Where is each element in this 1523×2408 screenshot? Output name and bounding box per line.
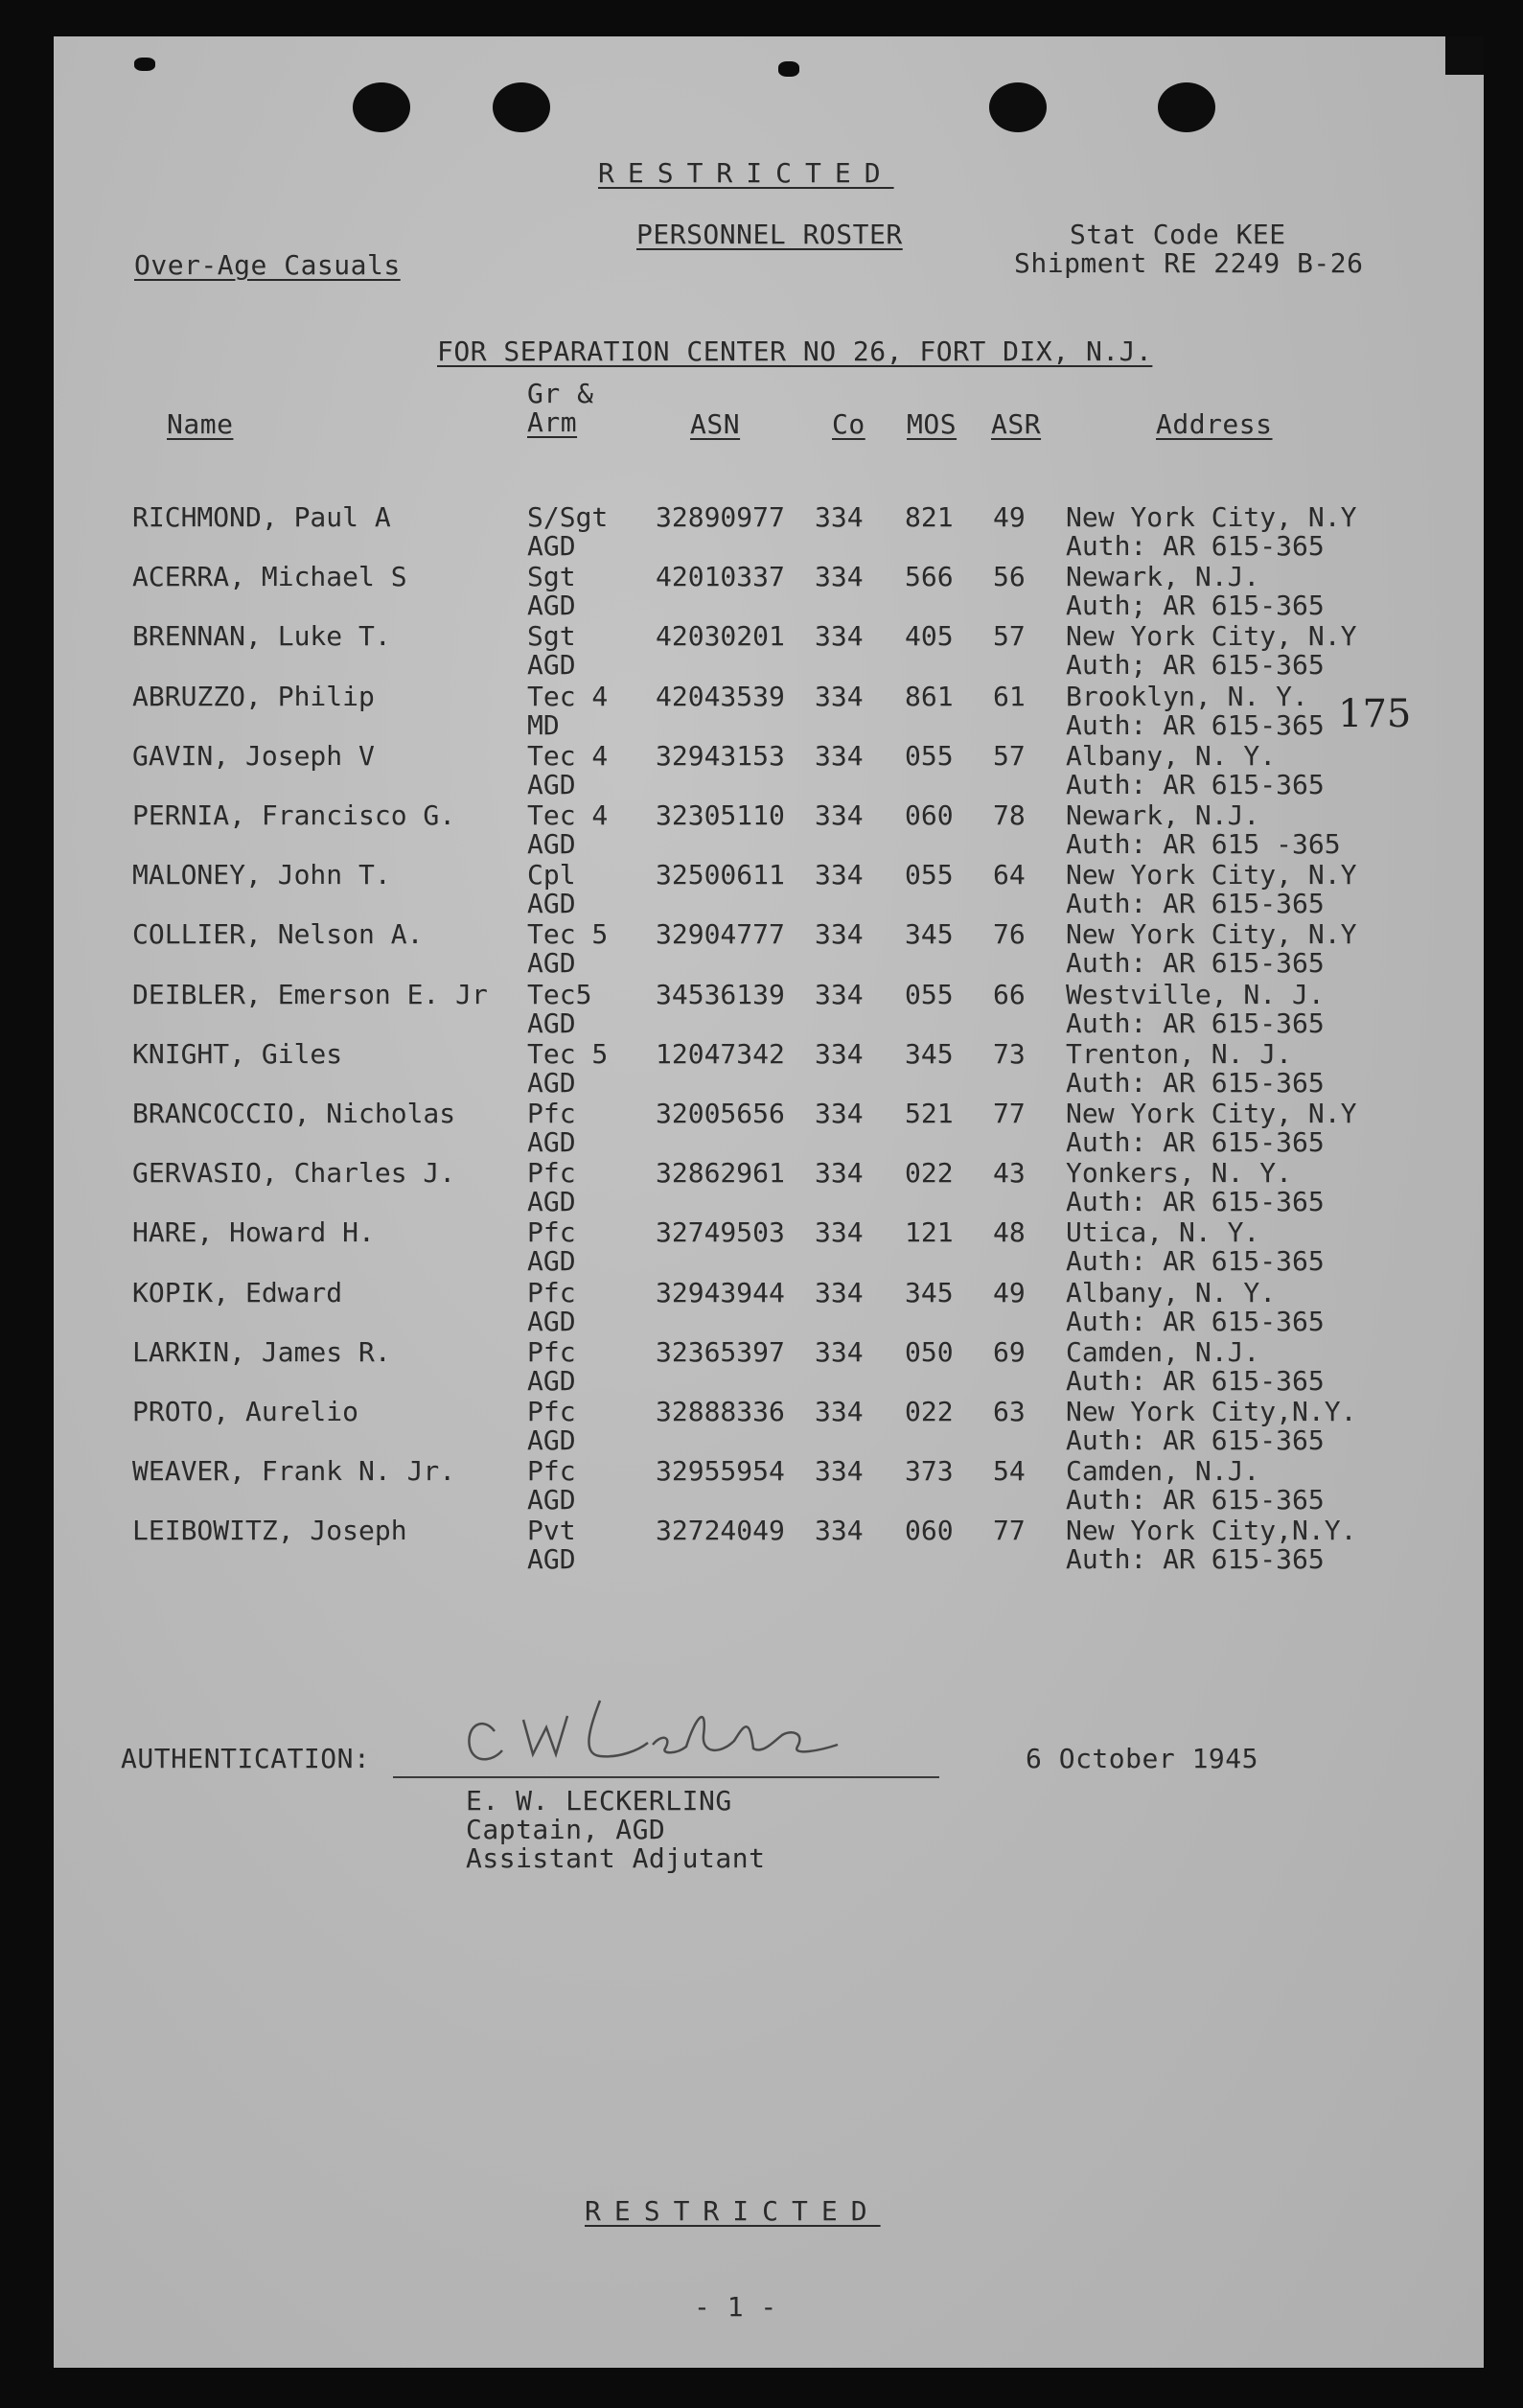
table-row — [54, 919, 1484, 979]
cell-asn: 32305110 — [656, 799, 785, 831]
cell-asn: 32943944 — [656, 1276, 785, 1308]
handwritten-signature — [456, 1687, 897, 1779]
cell-arm: AGD — [527, 888, 576, 920]
column-header-asr: ASR — [991, 408, 1042, 440]
cell-asn: 42010337 — [656, 561, 785, 593]
cell-asr: 57 — [993, 620, 1026, 653]
cell-auth: Auth: AR 615-365 — [1066, 1066, 1325, 1099]
punch-hole — [353, 82, 410, 132]
cell-grade: Pfc — [527, 1455, 576, 1488]
cell-asr: 56 — [993, 561, 1026, 593]
cell-co: 334 — [815, 739, 864, 772]
cell-address: New York City, N.Y — [1066, 1098, 1357, 1129]
stat-code: Stat Code KEE — [1070, 219, 1286, 250]
cell-asn: 32500611 — [656, 859, 785, 891]
cell-asn: 32749503 — [656, 1216, 785, 1249]
cell-mos: 060 — [905, 799, 954, 831]
cell-grade: Pfc — [527, 1396, 576, 1427]
classification-top: RESTRICTED — [598, 157, 894, 189]
cell-address: Albany, N. Y. — [1066, 739, 1277, 772]
cell-asn: 32890977 — [656, 501, 785, 533]
cell-auth: Auth: AR 615-365 — [1066, 1126, 1325, 1158]
cell-grade: Tec 4 — [527, 799, 609, 831]
cell-auth: Auth; AR 615-365 — [1066, 649, 1325, 682]
cell-asn: 32888336 — [656, 1396, 785, 1427]
cell-name: RICHMOND, Paul A — [132, 501, 391, 533]
cell-address: New York City, N.Y — [1066, 859, 1357, 891]
cell-asr: 66 — [993, 978, 1026, 1010]
punch-hole — [989, 82, 1047, 132]
cell-asn: 12047342 — [656, 1037, 785, 1070]
cell-address: Westville, N. J. — [1066, 978, 1325, 1010]
cell-arm: AGD — [527, 1007, 576, 1039]
cell-asn: 32955954 — [656, 1455, 785, 1488]
cell-asn: 42030201 — [656, 620, 785, 653]
cell-auth: Auth: AR 615-365 — [1066, 530, 1325, 562]
cell-co: 334 — [815, 1396, 864, 1427]
cell-co: 334 — [815, 501, 864, 533]
cell-mos: 050 — [905, 1335, 954, 1368]
cell-asr: 77 — [993, 1515, 1026, 1547]
cell-arm: AGD — [527, 1066, 576, 1099]
cell-arm: AGD — [527, 590, 576, 622]
table-row — [54, 682, 1484, 741]
cell-arm: AGD — [527, 1364, 576, 1397]
cell-grade: Pfc — [527, 1157, 576, 1190]
cell-asr: 78 — [993, 799, 1026, 831]
cell-grade: Sgt — [527, 620, 576, 653]
cell-co: 334 — [815, 1335, 864, 1368]
cell-co: 334 — [815, 1216, 864, 1249]
cell-name: HARE, Howard H. — [132, 1216, 375, 1249]
cell-name: LARKIN, James R. — [132, 1335, 391, 1368]
cell-arm: AGD — [527, 1186, 576, 1218]
cell-mos: 055 — [905, 859, 954, 891]
authentication-date: 6 October 1945 — [1026, 1743, 1259, 1774]
cell-arm: AGD — [527, 1424, 576, 1456]
paper-damage — [134, 58, 155, 71]
cell-co: 334 — [815, 1455, 864, 1488]
cell-co: 334 — [815, 918, 864, 951]
cell-mos: 861 — [905, 680, 954, 712]
cell-auth: Auth: AR 615-365 — [1066, 1364, 1325, 1397]
column-header-name: Name — [167, 408, 234, 440]
cell-asn: 34536139 — [656, 978, 785, 1010]
cell-address: Yonkers, N. Y. — [1066, 1157, 1293, 1190]
cell-grade: Tec5 — [527, 978, 592, 1010]
cell-auth: Auth: AR 615-365 — [1066, 1245, 1325, 1278]
cell-asn: 32724049 — [656, 1515, 785, 1547]
cell-asr: 61 — [993, 680, 1026, 712]
table-row — [54, 1337, 1484, 1397]
column-header-grade: Gr & — [527, 378, 594, 409]
cell-asr: 49 — [993, 1276, 1026, 1308]
cell-asr: 64 — [993, 859, 1026, 891]
column-header-address: Address — [1156, 408, 1273, 440]
cell-asr: 54 — [993, 1455, 1026, 1488]
cell-auth: Auth: AR 615-365 — [1066, 1186, 1325, 1218]
table-row — [54, 1217, 1484, 1277]
table-row — [54, 1099, 1484, 1158]
cell-auth: Auth: AR 615-365 — [1066, 1543, 1325, 1576]
punch-hole — [493, 82, 550, 132]
signer-name: E. W. LECKERLING — [466, 1785, 732, 1817]
cell-name: COLLIER, Nelson A. — [132, 918, 424, 951]
shipment-number: Shipment RE 2249 B-26 — [1014, 247, 1364, 279]
cell-address: Camden, N.J. — [1066, 1335, 1260, 1368]
cell-name: KOPIK, Edward — [132, 1276, 343, 1308]
cell-grade: Tec 5 — [527, 918, 609, 951]
cell-asn: 32862961 — [656, 1157, 785, 1190]
cell-co: 334 — [815, 799, 864, 831]
cell-address: Trenton, N. J. — [1066, 1037, 1293, 1070]
cell-mos: 521 — [905, 1098, 954, 1129]
cell-asr: 48 — [993, 1216, 1026, 1249]
cell-name: PROTO, Aurelio — [132, 1396, 359, 1427]
signer-title: Assistant Adjutant — [466, 1842, 766, 1874]
classification-bottom: RESTRICTED — [585, 2195, 881, 2227]
cell-address: Newark, N.J. — [1066, 561, 1260, 593]
cell-co: 334 — [815, 561, 864, 593]
cell-mos: 373 — [905, 1455, 954, 1488]
cell-asr: 63 — [993, 1396, 1026, 1427]
column-header-arm: Arm — [527, 406, 578, 438]
cell-grade: S/Sgt — [527, 501, 609, 533]
cell-grade: Cpl — [527, 859, 576, 891]
table-row — [54, 502, 1484, 562]
cell-asr: 57 — [993, 739, 1026, 772]
table-row — [54, 1516, 1484, 1575]
cell-mos: 055 — [905, 978, 954, 1010]
cell-asn: 32005656 — [656, 1098, 785, 1129]
cell-asn: 42043539 — [656, 680, 785, 712]
cell-name: DEIBLER, Emerson E. Jr — [132, 978, 488, 1010]
cell-grade: Tec 4 — [527, 680, 609, 712]
cell-address: New York City, N.Y — [1066, 620, 1357, 653]
cell-arm: AGD — [527, 530, 576, 562]
cell-address: Newark, N.J. — [1066, 799, 1260, 831]
cell-arm: AGD — [527, 947, 576, 980]
cell-name: PERNIA, Francisco G. — [132, 799, 456, 831]
punch-hole — [1158, 82, 1215, 132]
cell-auth: Auth: AR 615-365 — [1066, 768, 1325, 800]
table-row — [54, 980, 1484, 1039]
cell-name: ABRUZZO, Philip — [132, 680, 375, 712]
cell-asn: 32904777 — [656, 918, 785, 951]
table-row — [54, 1158, 1484, 1217]
cell-co: 334 — [815, 1515, 864, 1547]
roster-title: PERSONNEL ROSTER — [636, 219, 903, 250]
cell-grade: Pvt — [527, 1515, 576, 1547]
cell-grade: Pfc — [527, 1216, 576, 1249]
cell-arm: AGD — [527, 1484, 576, 1517]
cell-name: GAVIN, Joseph V — [132, 739, 375, 772]
cell-auth: Auth: AR 615 -365 — [1066, 828, 1341, 860]
cell-mos: 055 — [905, 739, 954, 772]
cell-asr: 77 — [993, 1098, 1026, 1129]
cell-name: WEAVER, Frank N. Jr. — [132, 1455, 456, 1488]
cell-arm: MD — [527, 708, 560, 741]
cell-co: 334 — [815, 1098, 864, 1129]
cell-co: 334 — [815, 620, 864, 653]
cell-mos: 345 — [905, 1276, 954, 1308]
cell-arm: AGD — [527, 1245, 576, 1278]
cell-asr: 73 — [993, 1037, 1026, 1070]
column-header-asn: ASN — [690, 408, 741, 440]
cell-grade: Pfc — [527, 1098, 576, 1129]
cell-name: BRANCOCCIO, Nicholas — [132, 1098, 456, 1129]
cell-asr: 49 — [993, 501, 1026, 533]
cell-address: Utica, N. Y. — [1066, 1216, 1260, 1249]
cell-co: 334 — [815, 1157, 864, 1190]
cell-co: 334 — [815, 1276, 864, 1308]
cell-co: 334 — [815, 859, 864, 891]
cell-mos: 060 — [905, 1515, 954, 1547]
cell-arm: AGD — [527, 768, 576, 800]
cell-name: KNIGHT, Giles — [132, 1037, 343, 1070]
stamped-page-number: 175 — [1338, 692, 1412, 736]
cell-name: ACERRA, Michael S — [132, 561, 407, 593]
cell-co: 334 — [815, 680, 864, 712]
cell-address: New York City,N.Y. — [1066, 1515, 1357, 1547]
cell-grade: Pfc — [527, 1335, 576, 1368]
cell-co: 334 — [815, 1037, 864, 1070]
cell-mos: 345 — [905, 918, 954, 951]
cell-mos: 022 — [905, 1396, 954, 1427]
cell-mos: 405 — [905, 620, 954, 653]
table-row — [54, 1039, 1484, 1099]
cell-co: 334 — [815, 978, 864, 1010]
cell-address: Camden, N.J. — [1066, 1455, 1260, 1488]
cell-asn: 32365397 — [656, 1335, 785, 1368]
cell-auth: Auth: AR 615-365 — [1066, 947, 1325, 980]
cell-grade: Pfc — [527, 1276, 576, 1308]
table-row — [54, 860, 1484, 919]
cell-address: New York City, N.Y — [1066, 918, 1357, 951]
column-header-co: Co — [832, 408, 865, 440]
cell-auth: Auth: AR 615-365 — [1066, 1305, 1325, 1337]
column-header-mos: MOS — [907, 408, 958, 440]
destination-line: FOR SEPARATION CENTER NO 26, FORT DIX, N.J. — [437, 336, 1153, 367]
cell-auth: Auth: AR 615-365 — [1066, 1424, 1325, 1456]
cell-name: LEIBOWITZ, Joseph — [132, 1515, 407, 1547]
cell-grade: Tec 4 — [527, 739, 609, 772]
paper-damage — [778, 61, 799, 77]
group-label: Over-Age Casuals — [134, 249, 401, 281]
cell-auth: Auth: AR 615-365 — [1066, 888, 1325, 920]
cell-arm: AGD — [527, 649, 576, 682]
cell-address: New York City, N.Y — [1066, 501, 1357, 533]
page-number: - 1 - — [694, 2291, 777, 2323]
paper-damage — [1445, 36, 1484, 75]
cell-auth: Auth: AR 615-365 — [1066, 708, 1325, 741]
cell-asr: 69 — [993, 1335, 1026, 1368]
cell-name: MALONEY, John T. — [132, 859, 391, 891]
cell-address: Brooklyn, N. Y. — [1066, 680, 1308, 712]
cell-mos: 566 — [905, 561, 954, 593]
table-row — [54, 1278, 1484, 1337]
cell-grade: Tec 5 — [527, 1037, 609, 1070]
cell-name: BRENNAN, Luke T. — [132, 620, 391, 653]
cell-asr: 43 — [993, 1157, 1026, 1190]
roster-page — [54, 36, 1484, 2368]
cell-arm: AGD — [527, 1543, 576, 1576]
table-row — [54, 1456, 1484, 1516]
cell-address: Albany, N. Y. — [1066, 1276, 1277, 1308]
cell-auth: Auth: AR 615-365 — [1066, 1484, 1325, 1517]
cell-arm: AGD — [527, 1305, 576, 1337]
table-row — [54, 562, 1484, 621]
cell-grade: Sgt — [527, 561, 576, 593]
cell-arm: AGD — [527, 828, 576, 860]
cell-mos: 022 — [905, 1157, 954, 1190]
cell-mos: 121 — [905, 1216, 954, 1249]
table-row — [54, 741, 1484, 800]
cell-auth: Auth: AR 615-365 — [1066, 1007, 1325, 1039]
cell-address: New York City,N.Y. — [1066, 1396, 1357, 1427]
cell-mos: 345 — [905, 1037, 954, 1070]
cell-asn: 32943153 — [656, 739, 785, 772]
table-row — [54, 1397, 1484, 1456]
cell-arm: AGD — [527, 1126, 576, 1158]
cell-auth: Auth; AR 615-365 — [1066, 590, 1325, 622]
table-row — [54, 621, 1484, 681]
authentication-label: AUTHENTICATION: — [121, 1743, 371, 1774]
cell-name: GERVASIO, Charles J. — [132, 1157, 456, 1190]
signer-rank: Captain, AGD — [466, 1814, 666, 1845]
table-row — [54, 800, 1484, 860]
cell-asr: 76 — [993, 918, 1026, 951]
cell-mos: 821 — [905, 501, 954, 533]
